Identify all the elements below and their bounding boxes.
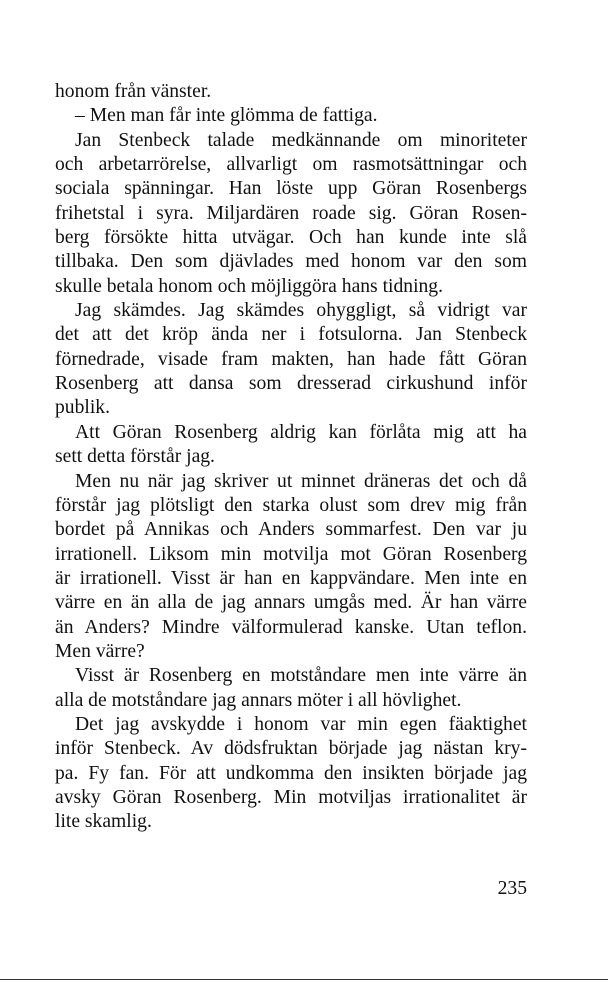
- text-line: än Anders? Mindre välformulerad kanske. Utan teflon.: [55, 616, 527, 638]
- text-line: sociala spänningar. Han löste upp Göran Rosenbergs: [55, 178, 527, 200]
- text-line: Men nu när jag skriver ut minnet dräneras det och då: [75, 470, 527, 492]
- text-line: inför Stenbeck. Av dödsfruktan började jag nästan kry-: [55, 738, 527, 760]
- text-line: berg försökte hitta utvägar. Och han kunde inte slå: [55, 227, 527, 249]
- text-line: det att det kröp ända ner i fotsulorna. Jan Stenbeck: [55, 324, 527, 346]
- text-line: pa. Fy fan. För att undkomma den insikten började jag: [55, 762, 527, 784]
- text-line: sett detta förstår jag.: [55, 446, 215, 468]
- text-line: – Men man får inte glömma de fattiga.: [75, 105, 378, 127]
- text-line: tillbaka. Den som djävlades med honom var den som: [55, 251, 527, 273]
- text-line: förnedrade, visade fram makten, han hade fått Göran: [55, 348, 527, 370]
- text-line: alla de motståndare jag annars möter i all hövlighet.: [55, 689, 462, 711]
- text-line: Jan Stenbeck talade medkännande om minoriteter: [75, 129, 527, 151]
- body-text: [55, 80, 527, 835]
- text-line: Rosenberg att dansa som dresserad cirkushund inför: [55, 373, 527, 395]
- text-line: bordet på Annikas och Anders sommarfest. Den var ju: [55, 519, 527, 541]
- text-line: värre en än alla de jag annars umgås med. Är han värre: [55, 592, 527, 614]
- text-line: lite skamlig.: [55, 811, 152, 833]
- text-line: Visst är Rosenberg en motståndare men inte värre än: [75, 665, 527, 687]
- text-line: är irrationell. Visst är han en kappvändare. Men inte en: [55, 567, 527, 589]
- text-line: skulle betala honom och möjliggöra hans tidning.: [55, 275, 444, 297]
- text-line: publik.: [55, 397, 110, 419]
- text-line: honom från vänster.: [55, 81, 212, 102]
- text-line: Att Göran Rosenberg aldrig kan förlåta mig att ha: [75, 421, 527, 443]
- text-line: Jag skämdes. Jag skämdes ohyggligt, så vidrigt var: [75, 300, 527, 322]
- text-line: förstår jag plötsligt den starka olust som drev mig från: [55, 494, 527, 516]
- page-edge-rule: [0, 979, 608, 980]
- text-line: Det jag avskydde i honom var min egen fäaktighet: [75, 713, 527, 735]
- text-line: irrationell. Liksom min motvilja mot Göran Rosenberg: [55, 543, 527, 565]
- text-line: frihetstal i syra. Miljardären roade sig. Göran Rosen-: [55, 202, 527, 224]
- text-line: Men värre?: [55, 640, 145, 662]
- text-line: avsky Göran Rosenberg. Min motviljas irrationalitet är: [55, 786, 527, 808]
- text-line: och arbetarrörelse, allvarligt om rasmotsättningar och: [55, 154, 527, 176]
- page-number: 235: [497, 878, 527, 899]
